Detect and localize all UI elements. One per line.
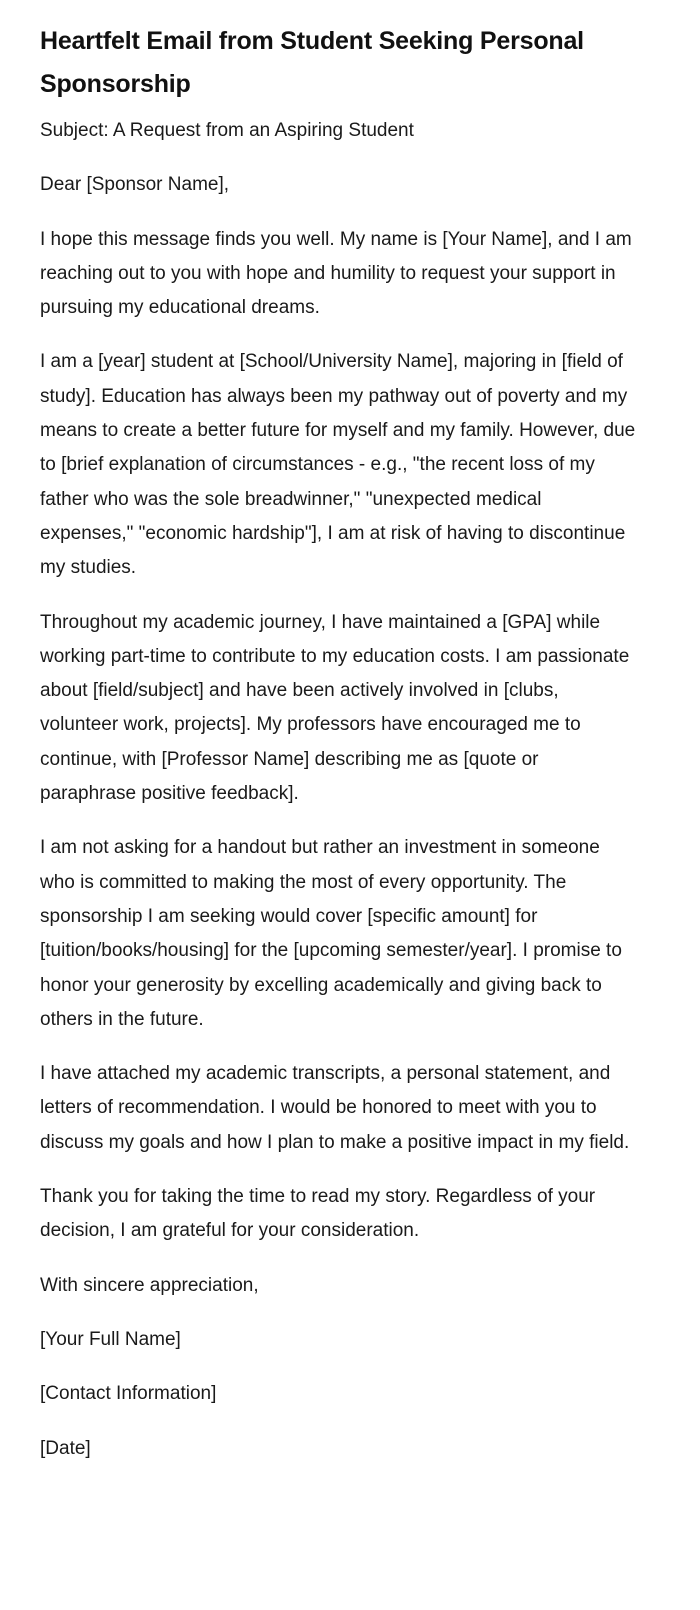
body-paragraph: I have attached my academic transcripts, a personal statement, and letters of recommendation. I would be honored to meet with you to discuss my goals and how I plan to make a positive impact in my field. [40, 1063, 630, 1153]
signature-name: [Your Full Name] [40, 1328, 181, 1350]
salutation: Dear [Sponsor Name], [40, 174, 230, 196]
body-paragraph: I am not asking for a handout but rather an investment in someone who is committed to making the most of every opportunity. The sponsorship I am seeking would cover [specific amount] for [tuition/books/housing] for the [upcoming semester/year]. I promise to honor your generosity by excelling academically and giving back to others in the future. [40, 837, 622, 1030]
body-paragraph: Throughout my academic journey, I have maintained a [GPA] while working part-time to contribute to my education costs. I am passionate about [field/subject] and have been actively involved in [clubs, volunteer work, projects]. My professors have encouraged me to continue, with [Professor Name] describing me as [quote or paraphrase positive feedback]. [40, 611, 630, 805]
body-paragraph: I hope this message finds you well. My name is [Your Name], and I am reaching out to you with hope and humility to request your support in pursuing my educational dreams. [40, 228, 632, 319]
closing: With sincere appreciation, [40, 1274, 259, 1296]
document-title: Heartfelt Email from Student Seeking Personal Sponsorship [40, 27, 584, 98]
signature-date: [Date] [40, 1437, 91, 1459]
signature-contact: [Contact Information] [40, 1383, 217, 1405]
body-paragraph: I am a [year] student at [School/University Name], majoring in [field of study]. Education has always been my pathway out of poverty and my means to create a better future for myself and my family. However, due to [brief explanation of circumstances - e.g., "the recent loss of my father who was the sole breadwinner," "unexpected medical expenses," "economic hardship"], I am at risk of having to discontinue my studies. [40, 351, 636, 579]
email-subject: Subject: A Request from an Aspiring Student [40, 120, 414, 141]
body-paragraph: Thank you for taking the time to read my story. Regardless of your decision, I am grateful for your consideration. [40, 1186, 596, 1242]
